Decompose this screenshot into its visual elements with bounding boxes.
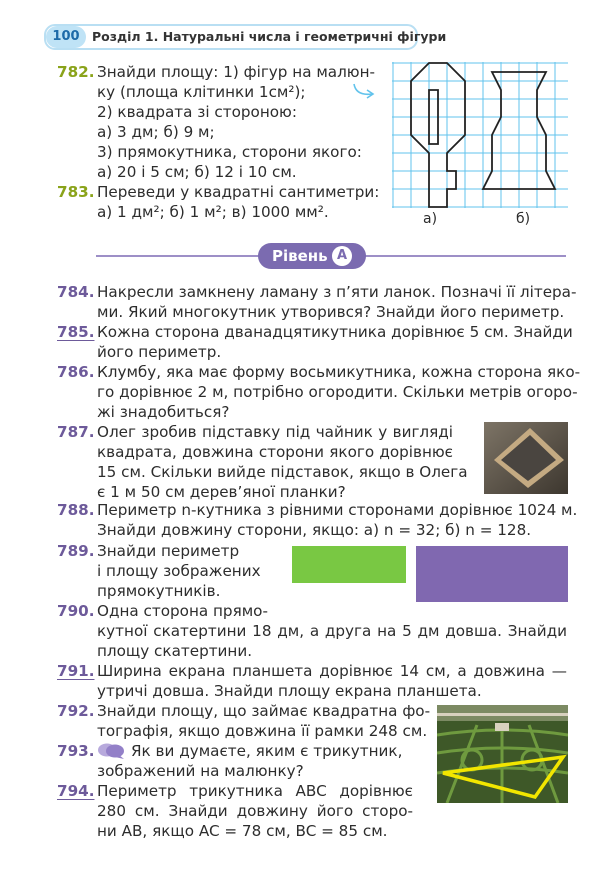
exercise-text: Знайди площу: 1) фігур на малюн-	[97, 63, 375, 81]
exercise-text: його периметр.	[97, 343, 222, 361]
exercise-number: 784.	[57, 283, 95, 301]
exercise-number: 782.	[57, 63, 95, 81]
page-number: 100	[46, 26, 86, 48]
exercise-text: площу скатертини.	[97, 642, 253, 660]
level-letter: A	[332, 246, 352, 266]
exercise-text: 15 см. Скільки вийде підставок, якщо в Олега	[97, 463, 468, 481]
exercise-number: 790.	[57, 602, 95, 620]
exercise-number: 785.	[57, 323, 95, 341]
exercise-text: Периметр трикутника ABC дорівнює	[97, 782, 413, 800]
exercise-number: 786.	[57, 363, 95, 381]
exercise-text: 3) прямокутника, сторони якого:	[97, 143, 362, 161]
exercise-text: го дорівнює 2 м, потрібно огородити. Скільки метрів огоро-	[97, 383, 578, 401]
exercise-text: кутної скатертини 18 дм, а друга на 5 дм довша. Знайди	[97, 622, 567, 640]
exercise-text: утричі довша. Знайди площу екрана планшета.	[97, 682, 482, 700]
exercise-text: 280 см. Знайди довжину його сторо-	[97, 802, 413, 820]
exercise-text: зображений на малюнку?	[97, 762, 304, 780]
level-label: Рівень	[272, 247, 328, 265]
exercise-text: ми. Який многокутник утворився? Знайди його периметр.	[97, 303, 565, 321]
exercise-text: а) 20 і 5 см; б) 12 і 10 см.	[97, 163, 297, 181]
figure-label-b: б)	[516, 211, 531, 227]
exercise-text: Олег зробив підставку під чайник у вигляді	[97, 423, 453, 441]
exercise-number: 793.	[57, 742, 95, 760]
exercise-text: Знайди периметр	[97, 542, 240, 560]
exercise-number: 794.	[57, 782, 95, 800]
exercise-text: Периметр n-кутника з рівними сторонами дорівнює 1024 м.	[97, 501, 578, 519]
exercise-number: 792.	[57, 702, 95, 720]
grid-figures	[392, 62, 568, 208]
exercise-text: а) 3 дм; б) 9 м;	[97, 123, 215, 141]
exercise-text: є 1 м 50 см дерев’яної планки?	[97, 483, 346, 501]
exercise-text: і площу зображених	[97, 562, 261, 580]
exercise-text: а) 1 дм²; б) 1 м²; в) 1000 мм².	[97, 203, 329, 221]
exercise-text: ни AB, якщо AC = 78 см, BC = 85 см.	[97, 822, 388, 840]
green-rectangle	[292, 546, 406, 583]
exercise-number: 783.	[57, 183, 95, 201]
exercise-number: 788.	[57, 501, 95, 519]
exercise-number: 791.	[57, 662, 95, 680]
running-header	[44, 24, 447, 50]
garden-photo	[437, 705, 568, 803]
curved-arrow-icon	[352, 82, 376, 102]
figure-label-a: а)	[423, 211, 438, 227]
exercise-text: Одна сторона прямо-	[97, 602, 268, 620]
exercise-text: Переведи у квадратні сантиметри:	[97, 183, 380, 201]
purple-rectangle	[416, 546, 568, 602]
exercise-text: квадрата, довжина сторони якого дорівнює	[97, 443, 453, 461]
exercise-text: Накресли замкнену ламану з п’яти ланок. Позначі її літера-	[97, 283, 577, 301]
exercise-text: Як ви думаєте, яким є трикутник,	[131, 742, 403, 760]
exercise-text: Знайди довжину сторони, якщо: а) n = 32; б) n = 128.	[97, 521, 532, 539]
exercise-text: тографія, якщо довжина її рамки 248 см.	[97, 722, 428, 740]
exercise-text: Ширина екрана планшета дорівнює 14 см, а довжина —	[97, 662, 567, 680]
trivet-photo	[484, 422, 568, 494]
exercise-text: Кожна сторона дванадцятикутника дорівнює 5 см. Знайди	[97, 323, 573, 341]
exercise-text: 2) квадрата зі стороною:	[97, 103, 297, 121]
exercise-text: Знайди площу, що займає квадратна фо-	[97, 702, 431, 720]
exercise-text: прямокутників.	[97, 582, 221, 600]
exercise-text: ку (площа клітинки 1см²);	[97, 83, 306, 101]
speech-bubbles-icon	[97, 742, 125, 760]
exercise-text: жі знадобиться?	[97, 403, 230, 421]
exercise-number: 787.	[57, 423, 95, 441]
exercise-text: Клумбу, яка має форму восьмикутника, кожна сторона яко-	[97, 363, 581, 381]
exercise-number: 789.	[57, 542, 95, 560]
level-badge	[258, 243, 366, 269]
chapter-title: Розділ 1. Натуральні числа і геометричні фігури	[92, 29, 447, 44]
